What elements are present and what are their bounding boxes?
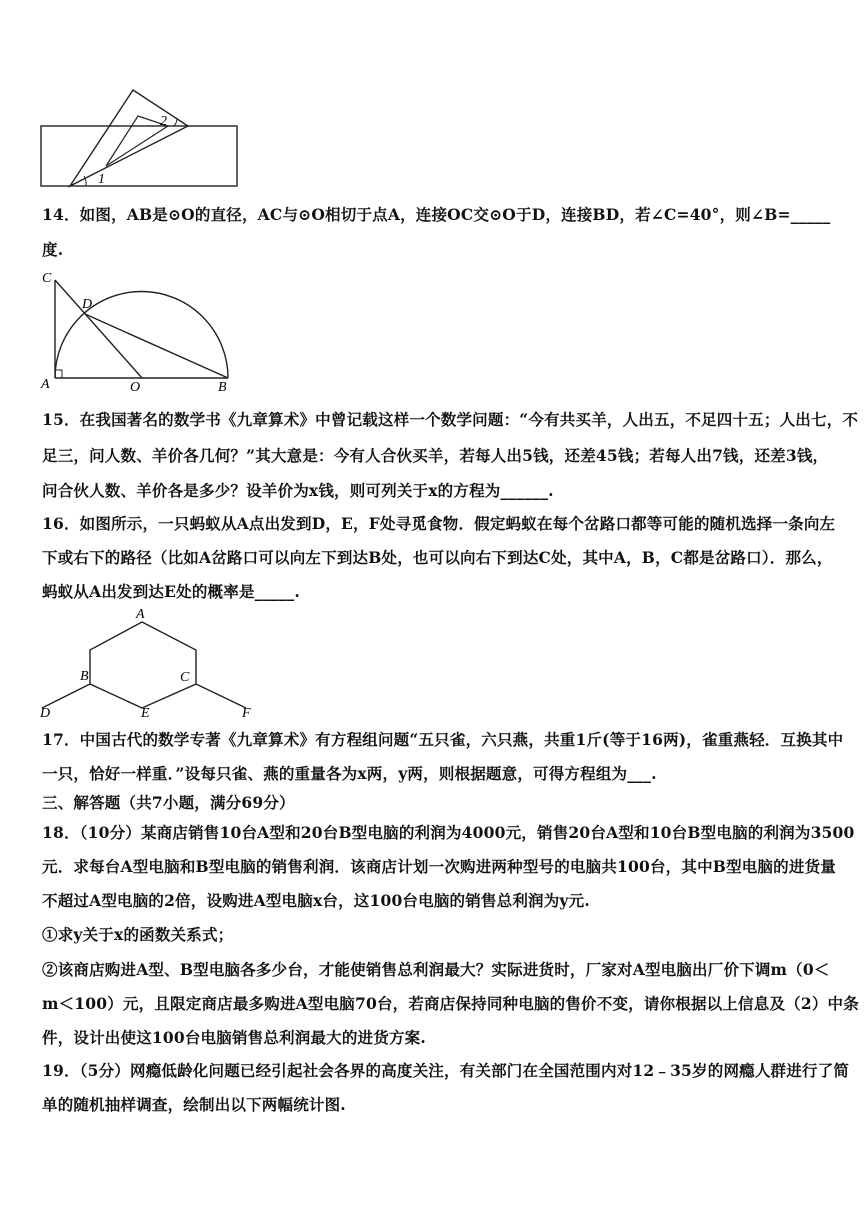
angle-1-label: 1 xyxy=(98,172,105,187)
q18-line2: 元．求每台A型电脑和B型电脑的销售利润．该商店计划一次购进两种型号的电脑共100台，其中B型电脑的进货量 xyxy=(42,857,836,876)
q18-line1: 18．（10分）某商店销售10台A型和20台B型电脑的利润为4000元，销售20台A型和10台B型电脑的利润为3500 xyxy=(42,823,855,842)
q15-line3: 问合伙人数、羊价各是多少？设羊价为x钱，则可列关于x的方程为______. xyxy=(42,481,554,500)
q19-line2: 单的随机抽样调查，绘制出以下两幅统计图. xyxy=(42,1095,346,1114)
q18-line4: ①求y关于x的函数关系式； xyxy=(42,925,234,944)
q16-line1: 16．如图所示，一只蚂蚁从A点出发到D，E，F处寻觅食物．假定蚂蚁在每个岔路口都等可能的随机选择一条向左 xyxy=(42,514,836,533)
ruler-triangle-figure xyxy=(38,86,243,192)
q15-line2: 足三，问人数、羊价各几何？”其大意是：今有人合伙买羊，若每人出5钱，还差45钱；若每人出7钱，还差3钱， xyxy=(42,446,829,465)
q18-line6: m＜100）元，且限定商店最多购进A型电脑70台，若商店保持同种电脑的售价不变，请你根据以上信息及（2）中条 xyxy=(42,994,859,1013)
point-A-label: A xyxy=(41,377,50,392)
node-B-label: B xyxy=(80,669,89,684)
node-D-label: D xyxy=(40,706,51,720)
q15-line1: 15．在我国著名的数学书《九章算术》中曾记载这样一个数学问题：“今有共买羊，人出五，不足四十五；人出七，不 xyxy=(42,410,859,429)
q17-line1: 17．中国古代的数学专著《九章算术》有方程组问题“五只雀，六只燕，共重1斤(等于16两)，雀重燕轻．互换其中 xyxy=(42,730,844,749)
point-B-label: B xyxy=(218,380,227,395)
point-D-label: D xyxy=(82,297,93,312)
q18-line5: ②该商店购进A型、B型电脑各多少台，才能使销售总利润最大？实际进货时，厂家对A型电脑出厂价下调m（0＜ xyxy=(42,960,830,979)
node-F-label: F xyxy=(242,706,251,720)
node-C-label: C xyxy=(180,670,190,685)
q16-line2: 下或右下的路径（比如A岔路口可以向左下到达B处，也可以向右下到达C处，其中A，B，C都是岔路口）．那么， xyxy=(42,548,833,567)
q18-line3: 不超过A型电脑的2倍，设购进A型电脑x台，这100台电脑的销售总利润为y元. xyxy=(42,891,590,910)
q16-line3: 蚂蚁从A出发到达E处的概率是_____. xyxy=(42,582,300,601)
angle-2-label: 2 xyxy=(160,114,167,129)
hexagon-path-figure xyxy=(36,604,256,720)
semicircle-tangent-figure xyxy=(36,266,246,396)
q17-line2: 一只，恰好一样重．”设每只雀、燕的重量各为x两，y两，则根据题意，可得方程组为___. xyxy=(42,764,657,783)
node-E-label: E xyxy=(141,706,150,720)
section-3-title: 三、解答题（共7小题，满分69分） xyxy=(42,793,295,812)
point-C-label: C xyxy=(42,271,52,286)
q18-line7: 件，设计出使这100台电脑销售总利润最大的进货方案. xyxy=(42,1028,426,1047)
point-O-label: O xyxy=(130,380,141,395)
q19-line1: 19．（5分）网瘾低龄化问题已经引起社会各界的高度关注，有关部门在全国范围内对12﹣35岁的网瘾人群进行了简 xyxy=(42,1061,850,1080)
q14-line2: 度. xyxy=(42,240,64,259)
node-A-label: A xyxy=(136,607,145,622)
q14-line1: 14．如图，AB是⊙O的直径，AC与⊙O相切于点A，连接OC交⊙O于D，连接BD，若∠C=40°，则∠B=_____ xyxy=(42,205,831,224)
